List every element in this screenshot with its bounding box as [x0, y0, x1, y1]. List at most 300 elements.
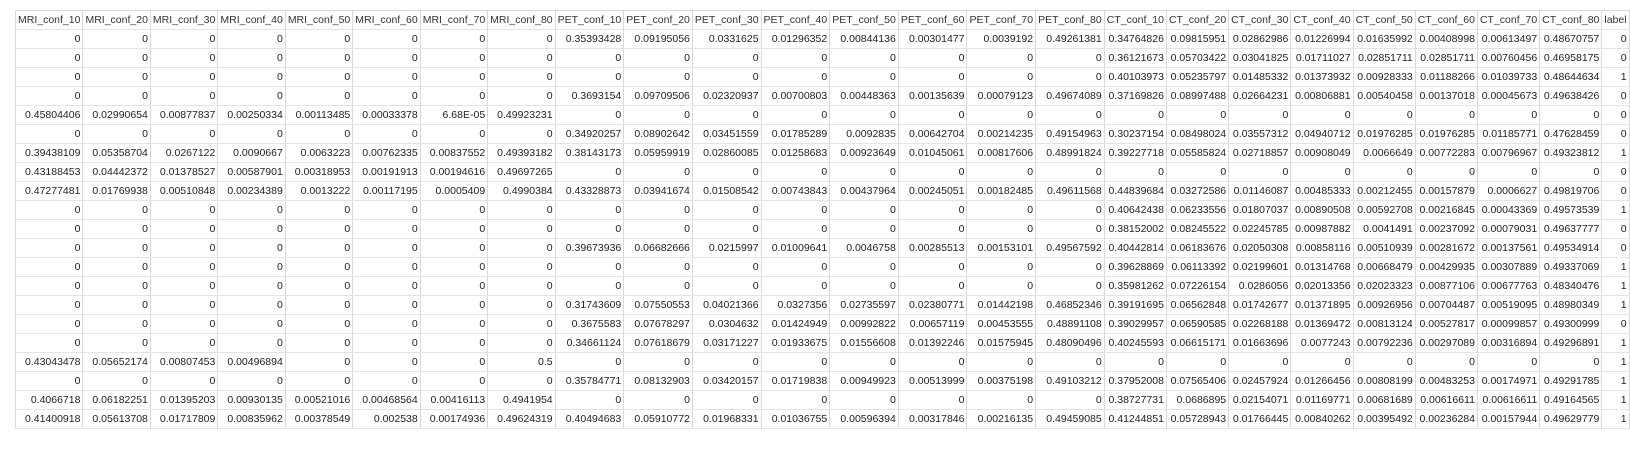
table-cell[interactable]: 0.00760456	[1477, 49, 1539, 68]
table-cell[interactable]: 0.0041491	[1353, 220, 1415, 239]
table-cell[interactable]: 0.00496894	[218, 353, 285, 372]
table-cell[interactable]: 0	[555, 353, 624, 372]
table-cell[interactable]: 0.00234389	[218, 182, 285, 201]
table-cell[interactable]: 0.00307889	[1477, 258, 1539, 277]
table-cell[interactable]: 0	[1036, 391, 1105, 410]
table-cell[interactable]: 0.02050308	[1229, 239, 1291, 258]
table-cell[interactable]: 0.49629779	[1540, 410, 1602, 429]
table-cell[interactable]: 0	[1602, 30, 1629, 49]
column-header[interactable]: MRI_conf_60	[353, 11, 420, 30]
table-cell[interactable]: 0	[967, 258, 1036, 277]
table-cell[interactable]: 0	[16, 372, 83, 391]
table-cell[interactable]: 0	[1602, 182, 1629, 201]
table-cell[interactable]: 0.49611568	[1036, 182, 1105, 201]
table-cell[interactable]: 0.00216135	[967, 410, 1036, 429]
table-cell[interactable]: 0	[898, 353, 967, 372]
table-cell[interactable]: 0.01009641	[761, 239, 830, 258]
table-cell[interactable]: 0.00521016	[285, 391, 352, 410]
column-header[interactable]: PET_conf_10	[555, 11, 624, 30]
table-cell[interactable]: 0.02718857	[1229, 144, 1291, 163]
column-header[interactable]: PET_conf_50	[830, 11, 899, 30]
table-cell[interactable]: 0.03272586	[1166, 182, 1228, 201]
table-cell[interactable]: 0	[761, 258, 830, 277]
table-cell[interactable]: 0.03171227	[692, 334, 761, 353]
table-cell[interactable]: 0.48991824	[1036, 144, 1105, 163]
table-cell[interactable]: 0	[1104, 106, 1166, 125]
table-cell[interactable]: 0.05613708	[83, 410, 150, 429]
table-cell[interactable]: 0.00237092	[1415, 220, 1477, 239]
table-cell[interactable]: 0.01766445	[1229, 410, 1291, 429]
table-cell[interactable]: 0	[285, 239, 352, 258]
table-cell[interactable]: 0.03941674	[624, 182, 693, 201]
column-header[interactable]: CT_conf_10	[1104, 11, 1166, 30]
table-cell[interactable]: 0.00317846	[898, 410, 967, 429]
table-cell[interactable]: 0	[830, 258, 899, 277]
table-cell[interactable]: 0.08498024	[1166, 125, 1228, 144]
table-cell[interactable]: 0.00817606	[967, 144, 1036, 163]
table-cell[interactable]: 0	[624, 49, 693, 68]
table-cell[interactable]: 0.00281672	[1415, 239, 1477, 258]
table-cell[interactable]: 0	[1540, 353, 1602, 372]
table-cell[interactable]: 0	[353, 201, 420, 220]
table-cell[interactable]: 0.00301477	[898, 30, 967, 49]
table-cell[interactable]: 0.07678297	[624, 315, 693, 334]
table-cell[interactable]: 0.31743609	[555, 296, 624, 315]
table-cell[interactable]: 0	[285, 296, 352, 315]
table-cell[interactable]: 0	[1036, 49, 1105, 68]
table-cell[interactable]: 0.00704487	[1415, 296, 1477, 315]
table-cell[interactable]: 0	[16, 296, 83, 315]
table-cell[interactable]: 0.39227718	[1104, 144, 1166, 163]
table-cell[interactable]: 0.0215997	[692, 239, 761, 258]
table-cell[interactable]: 0	[420, 296, 487, 315]
table-cell[interactable]: 0.43043478	[16, 353, 83, 372]
table-cell[interactable]: 0.39191695	[1104, 296, 1166, 315]
table-cell[interactable]: 0	[150, 334, 217, 353]
table-cell[interactable]: 0	[285, 353, 352, 372]
table-cell[interactable]: 0	[1036, 106, 1105, 125]
column-header[interactable]: MRI_conf_30	[150, 11, 217, 30]
table-cell[interactable]: 0	[624, 220, 693, 239]
table-cell[interactable]: 0	[1477, 106, 1539, 125]
table-cell[interactable]: 0	[761, 220, 830, 239]
table-cell[interactable]: 0.00214235	[967, 125, 1036, 144]
column-header[interactable]: PET_conf_30	[692, 11, 761, 30]
table-cell[interactable]: 0	[218, 30, 285, 49]
table-cell[interactable]: 0.08132903	[624, 372, 693, 391]
table-cell[interactable]: 1	[1602, 201, 1629, 220]
table-cell[interactable]: 0.5	[488, 353, 555, 372]
table-cell[interactable]: 0.00844136	[830, 30, 899, 49]
table-cell[interactable]: 0	[692, 258, 761, 277]
table-cell[interactable]: 0	[285, 30, 352, 49]
table-cell[interactable]: 0	[420, 239, 487, 258]
table-cell[interactable]: 0.00840262	[1291, 410, 1353, 429]
table-cell[interactable]: 0	[624, 106, 693, 125]
table-cell[interactable]: 0.00928333	[1353, 68, 1415, 87]
table-cell[interactable]: 0	[83, 334, 150, 353]
table-cell[interactable]: 0	[488, 68, 555, 87]
table-cell[interactable]: 0	[353, 49, 420, 68]
table-cell[interactable]: 0	[218, 201, 285, 220]
table-cell[interactable]: 0.00448363	[830, 87, 899, 106]
table-cell[interactable]: 0.00117195	[353, 182, 420, 201]
table-cell[interactable]: 0	[420, 30, 487, 49]
table-cell[interactable]: 0	[488, 372, 555, 391]
table-cell[interactable]: 0.02320937	[692, 87, 761, 106]
table-cell[interactable]: 0	[1036, 277, 1105, 296]
table-cell[interactable]: 0.00137018	[1415, 87, 1477, 106]
column-header[interactable]: MRI_conf_10	[16, 11, 83, 30]
table-cell[interactable]: 0	[1036, 353, 1105, 372]
column-header[interactable]: CT_conf_70	[1477, 11, 1539, 30]
table-cell[interactable]: 0.09709506	[624, 87, 693, 106]
table-cell[interactable]: 0	[1602, 315, 1629, 334]
table-cell[interactable]: 0.0006627	[1477, 182, 1539, 201]
table-cell[interactable]: 0	[285, 49, 352, 68]
table-cell[interactable]: 0	[488, 258, 555, 277]
table-cell[interactable]: 0.01314768	[1291, 258, 1353, 277]
table-cell[interactable]: 1	[1602, 144, 1629, 163]
table-cell[interactable]: 0.00153101	[967, 239, 1036, 258]
table-cell[interactable]: 0.48980349	[1540, 296, 1602, 315]
table-cell[interactable]: 0	[285, 201, 352, 220]
table-cell[interactable]: 0.00045673	[1477, 87, 1539, 106]
table-cell[interactable]: 0.02268188	[1229, 315, 1291, 334]
table-cell[interactable]: 0.49154963	[1036, 125, 1105, 144]
table-cell[interactable]: 0.49459085	[1036, 410, 1105, 429]
table-cell[interactable]: 0.4990384	[488, 182, 555, 201]
table-cell[interactable]: 0.00174936	[420, 410, 487, 429]
table-cell[interactable]: 0	[420, 315, 487, 334]
table-cell[interactable]: 0.00527817	[1415, 315, 1477, 334]
table-cell[interactable]: 0.00137561	[1477, 239, 1539, 258]
table-cell[interactable]: 0	[967, 201, 1036, 220]
table-cell[interactable]: 0.40442814	[1104, 239, 1166, 258]
table-cell[interactable]: 0	[353, 353, 420, 372]
table-cell[interactable]: 0.01976285	[1353, 125, 1415, 144]
table-cell[interactable]: 0.01226994	[1291, 30, 1353, 49]
table-cell[interactable]: 0	[285, 220, 352, 239]
table-cell[interactable]: 0.01378527	[150, 163, 217, 182]
table-cell[interactable]: 0.01395203	[150, 391, 217, 410]
table-cell[interactable]: 0.00182485	[967, 182, 1036, 201]
column-header[interactable]: PET_conf_70	[967, 11, 1036, 30]
table-cell[interactable]: 0	[83, 125, 150, 144]
table-cell[interactable]: 0.00297089	[1415, 334, 1477, 353]
table-cell[interactable]: 0	[898, 106, 967, 125]
table-cell[interactable]: 0	[692, 68, 761, 87]
table-cell[interactable]: 0.02457924	[1229, 372, 1291, 391]
table-cell[interactable]: 0.00657119	[898, 315, 967, 334]
table-cell[interactable]: 1	[1602, 353, 1629, 372]
table-cell[interactable]: 0	[488, 87, 555, 106]
table-cell[interactable]: 0	[898, 163, 967, 182]
table-cell[interactable]: 0.35393428	[555, 30, 624, 49]
table-cell[interactable]: 0.00453555	[967, 315, 1036, 334]
table-cell[interactable]: 0.43328873	[555, 182, 624, 201]
table-cell[interactable]: 0.01039733	[1477, 68, 1539, 87]
table-cell[interactable]: 0.00616611	[1477, 391, 1539, 410]
table-cell[interactable]: 0.01711027	[1291, 49, 1353, 68]
table-cell[interactable]: 0	[420, 277, 487, 296]
table-cell[interactable]: 0	[16, 125, 83, 144]
table-cell[interactable]: 0.00772283	[1415, 144, 1477, 163]
table-cell[interactable]: 1	[1602, 68, 1629, 87]
table-cell[interactable]: 0	[830, 353, 899, 372]
table-cell[interactable]: 0	[1477, 163, 1539, 182]
table-cell[interactable]: 0.00890508	[1291, 201, 1353, 220]
column-header[interactable]: CT_conf_40	[1291, 11, 1353, 30]
table-cell[interactable]: 0	[1602, 87, 1629, 106]
table-cell[interactable]: 0	[830, 49, 899, 68]
column-header[interactable]: PET_conf_80	[1036, 11, 1105, 30]
table-cell[interactable]: 0	[1104, 353, 1166, 372]
table-cell[interactable]: 0.06562848	[1166, 296, 1228, 315]
table-cell[interactable]: 0.00378549	[285, 410, 352, 429]
table-cell[interactable]: 0	[1540, 106, 1602, 125]
table-cell[interactable]: 0.00408998	[1415, 30, 1477, 49]
table-cell[interactable]: 0.06182251	[83, 391, 150, 410]
table-cell[interactable]: 0.01036755	[761, 410, 830, 429]
table-cell[interactable]: 0	[1166, 353, 1228, 372]
table-cell[interactable]: 0	[16, 201, 83, 220]
table-cell[interactable]: 0	[555, 391, 624, 410]
table-cell[interactable]: 0.00513999	[898, 372, 967, 391]
table-cell[interactable]: 0	[420, 372, 487, 391]
table-cell[interactable]: 0.0077243	[1291, 334, 1353, 353]
table-cell[interactable]: 0.48891108	[1036, 315, 1105, 334]
table-cell[interactable]: 0.00483253	[1415, 372, 1477, 391]
table-cell[interactable]: 0	[420, 220, 487, 239]
table-cell[interactable]: 0.00762335	[353, 144, 420, 163]
table-cell[interactable]: 0.39628869	[1104, 258, 1166, 277]
table-cell[interactable]: 0.01169771	[1291, 391, 1353, 410]
table-cell[interactable]: 0.00992822	[830, 315, 899, 334]
table-cell[interactable]: 0.00316894	[1477, 334, 1539, 353]
table-cell[interactable]: 0.49164565	[1540, 391, 1602, 410]
table-cell[interactable]: 0.40642438	[1104, 201, 1166, 220]
table-cell[interactable]: 0	[624, 277, 693, 296]
table-cell[interactable]: 0.49637777	[1540, 220, 1602, 239]
table-cell[interactable]: 0.45804406	[16, 106, 83, 125]
table-cell[interactable]: 0.0063223	[285, 144, 352, 163]
table-cell[interactable]: 0	[624, 353, 693, 372]
table-cell[interactable]: 0	[16, 49, 83, 68]
table-cell[interactable]: 0.01258683	[761, 144, 830, 163]
table-cell[interactable]: 0.48670757	[1540, 30, 1602, 49]
table-cell[interactable]: 0.02851711	[1415, 49, 1477, 68]
table-cell[interactable]: 0.00285513	[898, 239, 967, 258]
table-cell[interactable]: 0.01976285	[1415, 125, 1477, 144]
table-cell[interactable]: 0	[898, 68, 967, 87]
table-cell[interactable]: 0	[830, 68, 899, 87]
table-cell[interactable]: 0.00043369	[1477, 201, 1539, 220]
table-cell[interactable]: 0	[967, 106, 1036, 125]
table-cell[interactable]: 0	[150, 87, 217, 106]
table-cell[interactable]: 0	[150, 372, 217, 391]
table-cell[interactable]: 0.01717809	[150, 410, 217, 429]
table-cell[interactable]: 0	[692, 220, 761, 239]
table-cell[interactable]: 0.00157879	[1415, 182, 1477, 201]
table-cell[interactable]: 0.01045061	[898, 144, 967, 163]
table-cell[interactable]: 0	[1415, 353, 1477, 372]
table-cell[interactable]: 0	[150, 258, 217, 277]
table-cell[interactable]: 0.00668479	[1353, 258, 1415, 277]
table-cell[interactable]: 0.0267122	[150, 144, 217, 163]
table-cell[interactable]: 0.05910772	[624, 410, 693, 429]
table-cell[interactable]: 0	[353, 239, 420, 258]
table-cell[interactable]: 0.39438109	[16, 144, 83, 163]
column-header[interactable]: CT_conf_60	[1415, 11, 1477, 30]
table-cell[interactable]: 0	[692, 391, 761, 410]
table-cell[interactable]: 0.47628459	[1540, 125, 1602, 144]
table-cell[interactable]: 0.01485332	[1229, 68, 1291, 87]
table-cell[interactable]: 0.00877106	[1415, 277, 1477, 296]
table-cell[interactable]: 0	[1036, 258, 1105, 277]
table-cell[interactable]: 0.00813124	[1353, 315, 1415, 334]
table-cell[interactable]: 0.00510939	[1353, 239, 1415, 258]
table-cell[interactable]: 0.00743843	[761, 182, 830, 201]
table-cell[interactable]: 0.00157944	[1477, 410, 1539, 429]
table-cell[interactable]: 0	[488, 201, 555, 220]
table-cell[interactable]: 0.01933675	[761, 334, 830, 353]
table-cell[interactable]: 0.00949923	[830, 372, 899, 391]
table-cell[interactable]: 0.00429935	[1415, 258, 1477, 277]
table-cell[interactable]: 0.00592708	[1353, 201, 1415, 220]
table-cell[interactable]: 0	[1353, 353, 1415, 372]
table-cell[interactable]: 0.00681689	[1353, 391, 1415, 410]
table-cell[interactable]: 0.00926956	[1353, 296, 1415, 315]
table-cell[interactable]: 0.00806881	[1291, 87, 1353, 106]
table-cell[interactable]: 0.49624319	[488, 410, 555, 429]
table-cell[interactable]: 0.00191913	[353, 163, 420, 182]
table-cell[interactable]: 0.07550553	[624, 296, 693, 315]
table-cell[interactable]: 0.00540458	[1353, 87, 1415, 106]
table-cell[interactable]: 0	[353, 315, 420, 334]
table-cell[interactable]: 1	[1602, 258, 1629, 277]
table-cell[interactable]: 0	[488, 277, 555, 296]
table-cell[interactable]: 0.02199601	[1229, 258, 1291, 277]
table-cell[interactable]: 6.68E-05	[420, 106, 487, 125]
table-cell[interactable]: 0	[218, 239, 285, 258]
table-cell[interactable]: 0	[285, 258, 352, 277]
table-cell[interactable]: 0.47277481	[16, 182, 83, 201]
table-cell[interactable]: 0.01785289	[761, 125, 830, 144]
table-cell[interactable]: 0.0039192	[967, 30, 1036, 49]
table-cell[interactable]: 0.49819706	[1540, 182, 1602, 201]
table-cell[interactable]: 0.00835962	[218, 410, 285, 429]
table-cell[interactable]: 0	[624, 258, 693, 277]
table-cell[interactable]: 0.40494683	[555, 410, 624, 429]
table-cell[interactable]: 0	[16, 87, 83, 106]
table-cell[interactable]: 0	[16, 277, 83, 296]
column-header[interactable]: PET_conf_20	[624, 11, 693, 30]
table-cell[interactable]: 0	[420, 125, 487, 144]
table-cell[interactable]: 0.00700803	[761, 87, 830, 106]
table-cell[interactable]: 0	[1477, 353, 1539, 372]
table-cell[interactable]: 0	[1353, 163, 1415, 182]
table-cell[interactable]: 0	[353, 334, 420, 353]
table-cell[interactable]: 0.00987882	[1291, 220, 1353, 239]
table-cell[interactable]: 0.01424949	[761, 315, 830, 334]
table-cell[interactable]: 0	[1036, 163, 1105, 182]
table-cell[interactable]: 0	[1353, 106, 1415, 125]
table-cell[interactable]: 0	[898, 220, 967, 239]
table-cell[interactable]: 0	[1602, 163, 1629, 182]
table-cell[interactable]: 0	[16, 30, 83, 49]
table-cell[interactable]: 0	[1229, 163, 1291, 182]
table-cell[interactable]: 0	[555, 277, 624, 296]
table-cell[interactable]: 0	[83, 220, 150, 239]
table-cell[interactable]: 0	[488, 30, 555, 49]
table-cell[interactable]: 1	[1602, 372, 1629, 391]
table-cell[interactable]: 0.00808199	[1353, 372, 1415, 391]
table-cell[interactable]: 0	[898, 391, 967, 410]
table-cell[interactable]: 0.44839684	[1104, 182, 1166, 201]
column-header[interactable]: CT_conf_50	[1353, 11, 1415, 30]
table-cell[interactable]: 0.08997488	[1166, 87, 1228, 106]
table-cell[interactable]: 0.49534914	[1540, 239, 1602, 258]
table-cell[interactable]: 0	[1229, 106, 1291, 125]
table-cell[interactable]: 0.48644634	[1540, 68, 1602, 87]
table-cell[interactable]: 0.49674089	[1036, 87, 1105, 106]
table-cell[interactable]: 0.01373932	[1291, 68, 1353, 87]
table-cell[interactable]: 0	[150, 68, 217, 87]
table-cell[interactable]: 0	[898, 201, 967, 220]
table-cell[interactable]: 0	[830, 391, 899, 410]
table-cell[interactable]: 0	[624, 68, 693, 87]
table-cell[interactable]: 0.35784771	[555, 372, 624, 391]
column-header[interactable]: PET_conf_60	[898, 11, 967, 30]
table-cell[interactable]: 0.02154071	[1229, 391, 1291, 410]
table-cell[interactable]: 0	[150, 239, 217, 258]
table-cell[interactable]: 1	[1602, 391, 1629, 410]
column-header[interactable]: MRI_conf_40	[218, 11, 285, 30]
table-cell[interactable]: 0.01719838	[761, 372, 830, 391]
table-cell[interactable]: 0.49296891	[1540, 334, 1602, 353]
table-cell[interactable]: 0.02851711	[1353, 49, 1415, 68]
table-cell[interactable]: 0.00174971	[1477, 372, 1539, 391]
table-cell[interactable]: 0.05959919	[624, 144, 693, 163]
table-cell[interactable]: 0	[420, 334, 487, 353]
table-cell[interactable]: 0.00796967	[1477, 144, 1539, 163]
table-cell[interactable]: 0.00212455	[1353, 182, 1415, 201]
table-cell[interactable]: 0.4066718	[16, 391, 83, 410]
table-cell[interactable]: 0.05235797	[1166, 68, 1228, 87]
column-header[interactable]: CT_conf_20	[1166, 11, 1228, 30]
table-cell[interactable]: 0.40245593	[1104, 334, 1166, 353]
table-cell[interactable]: 0.3675583	[555, 315, 624, 334]
table-cell[interactable]: 0	[218, 334, 285, 353]
table-cell[interactable]: 0.01266456	[1291, 372, 1353, 391]
table-cell[interactable]: 0	[353, 258, 420, 277]
table-cell[interactable]: 0	[488, 220, 555, 239]
table-cell[interactable]: 0.02013356	[1291, 277, 1353, 296]
table-cell[interactable]: 0.04940712	[1291, 125, 1353, 144]
column-header[interactable]: PET_conf_40	[761, 11, 830, 30]
table-cell[interactable]: 0.00468564	[353, 391, 420, 410]
table-cell[interactable]: 0	[488, 315, 555, 334]
table-cell[interactable]: 0.00613497	[1477, 30, 1539, 49]
table-cell[interactable]: 0	[830, 201, 899, 220]
table-cell[interactable]: 0	[488, 49, 555, 68]
table-cell[interactable]: 0.02023323	[1353, 277, 1415, 296]
table-cell[interactable]: 0.00807453	[150, 353, 217, 372]
table-cell[interactable]: 0.3693154	[555, 87, 624, 106]
table-cell[interactable]: 0.06183676	[1166, 239, 1228, 258]
table-cell[interactable]: 0.00587901	[218, 163, 285, 182]
